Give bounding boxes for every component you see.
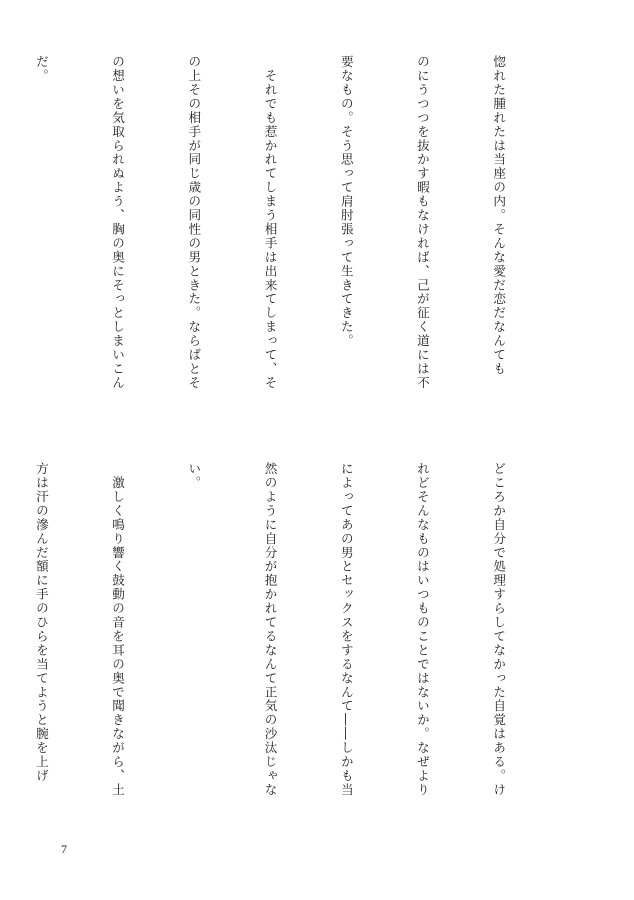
page-number: 7	[61, 842, 67, 856]
text-column: のにうつつを抜かす暇もなければ、己が征く道には不	[414, 55, 430, 390]
text-column: 惚れた腫れたは当座の内。そんな愛だ恋だなんても	[491, 55, 507, 376]
text-column: れどそんなものはいつものことではないか。なぜより	[414, 462, 430, 797]
text-column: 要なもの。そう思って肩肘張って生きてきた。	[338, 55, 354, 348]
bottom-text-block	[33, 462, 562, 830]
text-column: 激しく鳴り響く鼓動の音を耳の奥で聞きながら、土	[110, 462, 126, 797]
text-column: 然のように自分が抱かれてるなんて正気の沙汰じゃな	[262, 462, 278, 797]
top-text-block	[33, 55, 562, 433]
text-column: い。	[186, 462, 202, 490]
text-column: だ。	[33, 55, 49, 83]
text-column: によってあの男とセックスをするなんて――しかも当	[338, 462, 354, 797]
text-column: どころか自分で処理すらしてなかった自覚はある。け	[491, 462, 507, 797]
text-column: 方は汗の滲んだ額に手のひらを当てようと腕を上げ	[33, 462, 49, 783]
text-column: それでも惹かれてしまう相手は出来てしまって、そ	[262, 55, 278, 390]
text-column: の想いを気取られぬよう、胸の奥にそっとしまいこん	[110, 55, 126, 390]
text-column: の上その相手が同じ歳の同性の男ときた。ならばとそ	[186, 55, 202, 390]
